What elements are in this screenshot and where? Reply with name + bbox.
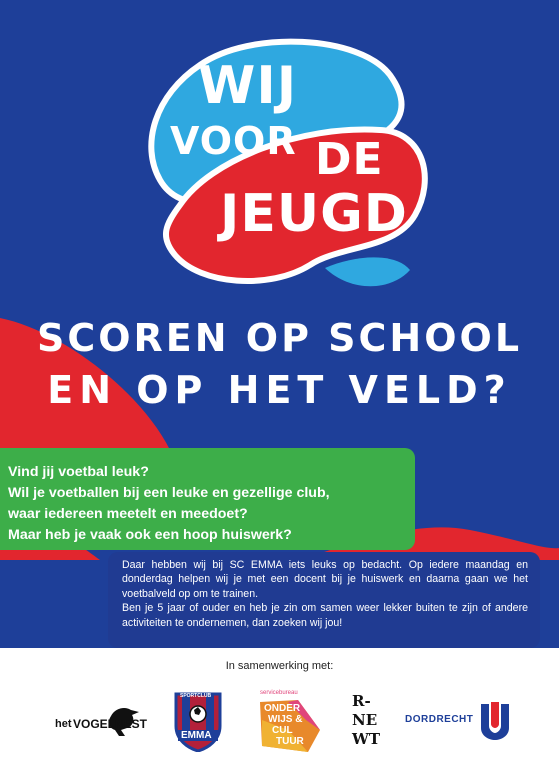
onderwijs-line-1: ONDER	[264, 703, 301, 714]
sc-emma-logo	[172, 690, 224, 752]
onderwijs-line-2: WIJS &	[268, 714, 303, 725]
info-paragraph-1: Daar hebben wij bij SC EMMA iets leuks op bedacht. Op iedere maandag en donderdag helpen wij je met een docent bij je huiswerk en daarna gaan we het voetbalveld op om te trainen.	[122, 559, 528, 600]
vogelnest-name: VOGELNEST	[73, 717, 148, 731]
onderwijs-line-4: TUUR	[276, 736, 304, 747]
dordrecht-emblem-icon	[477, 700, 513, 740]
collaboration-label: In samenwerking met:	[225, 660, 334, 672]
vogelnest-prefix: het	[55, 718, 72, 730]
onderwijs-cultuur-logo	[258, 690, 322, 754]
headline-line-2: EN OP HET VELD?	[47, 368, 512, 412]
logo-text-de: DE	[315, 134, 384, 185]
wij-voor-de-jeugd-logo	[140, 30, 440, 300]
logo-text-jeugd: JEUGD	[220, 184, 408, 244]
dordrecht-logo	[405, 700, 515, 740]
logo-text-wij: WIJ	[198, 56, 298, 116]
emma-name: EMMA	[181, 730, 212, 741]
renewt-line-1: R-	[352, 692, 371, 710]
question-2: Wil je voetballen bij een leuke en gezellige club,	[8, 485, 330, 501]
onderwijs-line-3: CUL	[272, 725, 293, 736]
info-box	[108, 552, 540, 648]
dordrecht-name: DORDRECHT	[405, 714, 474, 725]
question-1: Vind jij voetbal leuk?	[8, 464, 149, 480]
renewt-line-2: NE	[352, 711, 378, 729]
vogelnest-logo	[55, 706, 155, 742]
headline-line-1: SCOREN OP SCHOOL	[36, 316, 523, 360]
partner-logos	[0, 690, 559, 760]
shield-icon	[172, 690, 224, 752]
logo-text-voor: VOOR	[170, 119, 297, 163]
onderwijs-top-text: servicebureau	[260, 690, 298, 696]
info-paragraph-2: Ben je 5 jaar of ouder en heb je zin om samen weer lekker buiten te zijn of andere activiteiten te ondernemen, dan zoeken wij jou!	[122, 602, 528, 629]
questions-box	[0, 448, 415, 550]
emma-top-text: SPORTCLUB	[180, 693, 212, 699]
r-newt-logo	[352, 692, 386, 752]
renewt-line-3: WT	[352, 730, 381, 748]
question-4: Maar heb je vaak ook een hoop huiswerk?	[8, 527, 292, 543]
question-3: waar iedereen meetelt en meedoet?	[8, 506, 248, 522]
